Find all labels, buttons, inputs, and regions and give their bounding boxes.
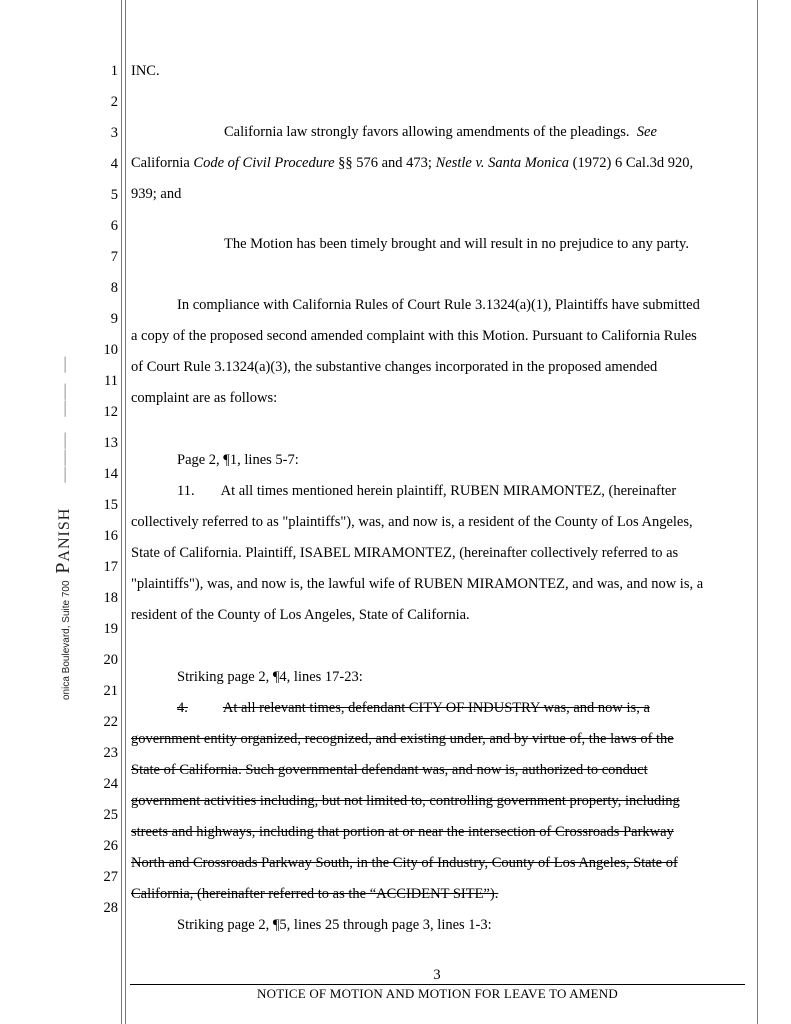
line-number: 20: [103, 652, 118, 668]
line-1: INC.: [131, 63, 160, 79]
line-number: 3: [110, 125, 118, 141]
line-number: 2: [110, 94, 118, 110]
footer-rule: [130, 984, 745, 985]
line-14: Page 2, ¶1, lines 5-7:: [177, 452, 299, 468]
line-number: 18: [103, 590, 118, 606]
line-15: 11. At all times mentioned herein plaintiff, RUBEN MIRAMONTEZ, (hereinafter: [177, 483, 677, 499]
line-number: 28: [103, 900, 118, 916]
line-number: 6: [110, 218, 118, 234]
line-24-struck: State of California. Such governmental defendant was, and now is, authorized to conduct: [131, 762, 648, 778]
line-number: 5: [110, 187, 118, 203]
line-11: of Court Rule 3.1324(a)(3), the substantive changes incorporated in the proposed amended: [131, 359, 658, 375]
line-number: 10: [103, 342, 118, 358]
line-number: 13: [103, 435, 118, 451]
line-number: 14: [103, 466, 118, 482]
line-number: 11: [104, 373, 118, 389]
line-number: 19: [103, 621, 118, 637]
line-29: Striking page 2, ¶5, lines 25 through page 3, lines 1-3:: [177, 917, 492, 933]
line-26-struck: streets and highways, including that portion at or near the intersection of Crossroads Parkway: [131, 824, 674, 840]
line-number: 15: [103, 497, 118, 513]
line-28-struck: California, (hereinafter referred to as the “ACCIDENT SITE”).: [131, 886, 499, 902]
line-3: California law strongly favors allowing amendments of the pleadings. See: [224, 124, 657, 140]
line-10: a copy of the proposed second amended complaint with this Motion. Pursuant to California Rules: [131, 328, 697, 344]
right-margin-rule: [757, 0, 758, 1024]
line-number: 1: [110, 63, 118, 79]
line-number: 12: [103, 404, 118, 420]
left-margin-rule-outer: [121, 0, 122, 1024]
line-number: 17: [103, 559, 118, 575]
line-number: 24: [103, 776, 118, 792]
line-number: 26: [103, 838, 118, 854]
line-12: complaint are as follows:: [131, 390, 278, 406]
line-19: resident of the County of Los Angeles, State of California.: [131, 607, 470, 623]
line-21: Striking page 2, ¶4, lines 17-23:: [177, 669, 363, 685]
line-5: 939; and: [131, 186, 182, 202]
line-23-struck: government entity organized, recognized, and existing under, and by virtue of, the laws of the: [131, 731, 674, 747]
line-number: 16: [103, 528, 118, 544]
line-7: The Motion has been timely brought and will result in no prejudice to any party.: [224, 236, 689, 252]
line-number: 25: [103, 807, 118, 823]
line-number: 8: [110, 280, 118, 296]
page-number: 3: [433, 967, 441, 983]
firm-address: onica Boulevard, Suite 700: [61, 580, 72, 700]
firm-name: PANISH ——— —— —: [52, 355, 74, 574]
line-27-struck: North and Crossroads Parkway South, in the City of Industry, County of Los Angeles, State of: [131, 855, 678, 871]
left-margin-rule-inner: [125, 0, 126, 1024]
line-9: In compliance with California Rules of Court Rule 3.1324(a)(1), Plaintiffs have submitted: [177, 297, 700, 313]
line-number: 27: [103, 869, 118, 885]
line-17: State of California. Plaintiff, ISABEL MIRAMONTEZ, (hereinafter collectively referred to as: [131, 545, 679, 561]
line-number: 9: [110, 311, 118, 327]
line-number: 21: [103, 683, 118, 699]
line-25-struck: government activities including, but not limited to, controlling government property, including: [131, 793, 680, 809]
line-16: collectively referred to as "plaintiffs"), was, and now is, a resident of the County of Los Angeles,: [131, 514, 693, 530]
line-4: California Code of Civil Procedure §§ 576 and 473; Nestle v. Santa Monica (1972) 6 Cal.3d 920,: [131, 155, 694, 171]
line-number: 22: [103, 714, 118, 730]
line-number: 4: [110, 156, 118, 172]
line-22-struck: 4. At all relevant times, defendant CITY OF INDUSTRY was, and now is, a: [177, 700, 650, 716]
line-number: 23: [103, 745, 118, 761]
line-18: "plaintiffs"), was, and now is, the lawful wife of RUBEN MIRAMONTEZ, and was, and now is, a: [131, 576, 704, 592]
footer-title: NOTICE OF MOTION AND MOTION FOR LEAVE TO AMEND: [257, 986, 618, 1001]
firm-sidebar: [52, 356, 75, 700]
line-number: 7: [110, 249, 118, 265]
